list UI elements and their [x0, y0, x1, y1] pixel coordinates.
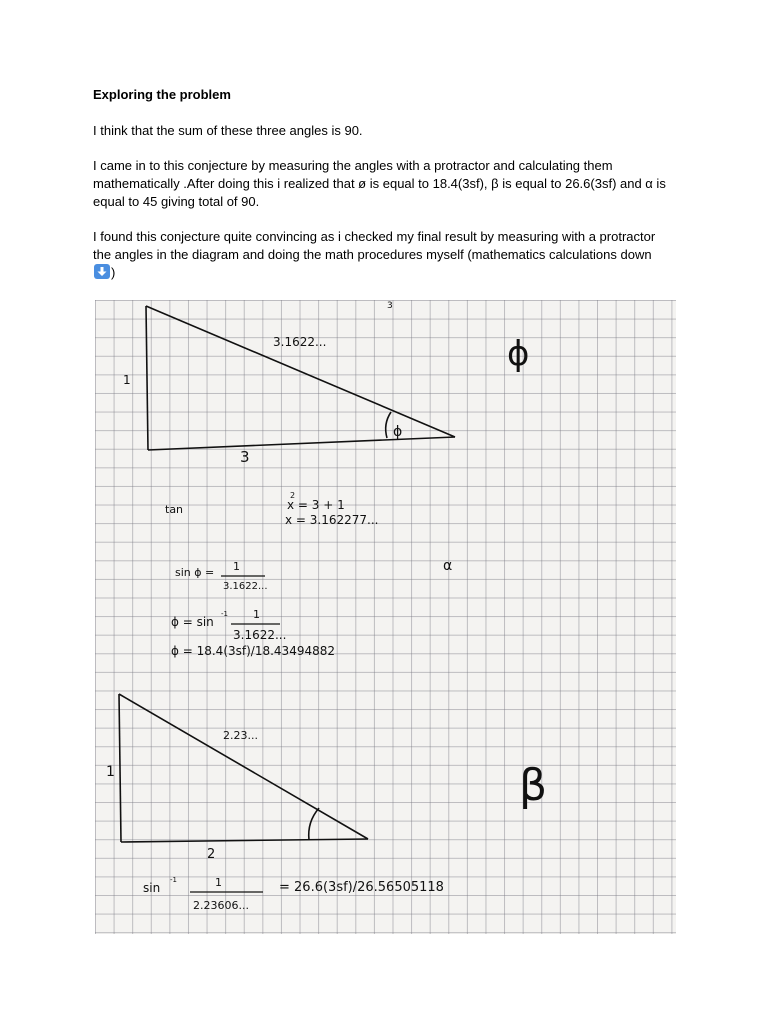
handwritten-work-drawing: [95, 300, 676, 934]
sin-phi-numerator: 1: [233, 560, 240, 573]
tri1-hyp-label: 3.1622...: [273, 335, 327, 349]
top-mark: 3: [387, 301, 393, 311]
down-arrow-emoji-icon: [94, 264, 110, 279]
phi-result: ϕ = 18.4(3sf)/18.43494882: [171, 644, 335, 658]
tri2-base-label: 2: [207, 847, 216, 862]
tri2-side-label: 1: [106, 764, 115, 780]
pyth-line-1: x = 3 + 1: [287, 498, 345, 512]
inverse-sin-numerator: 1: [253, 608, 260, 621]
tri2-hyp-label: 2.23...: [223, 729, 258, 742]
tan-label: tan: [165, 503, 184, 516]
tri1-base-label: 3: [240, 448, 250, 466]
pyth-line-2: x = 3.162277...: [285, 513, 379, 527]
paragraph-verification-close: ): [111, 265, 116, 280]
beta-sin-label: sin: [143, 881, 161, 895]
sin-phi-label: sin ϕ =: [175, 566, 215, 579]
big-phi-symbol: ϕ: [507, 334, 530, 374]
triangle-beta: [119, 694, 368, 842]
alpha-symbol: α: [443, 558, 453, 574]
tri1-angle-label: ϕ: [393, 424, 403, 440]
paragraph-verification-text: I found this conjecture quite convincing as i checked my final result by measuring with a protractor the angles in the diagram and doing the math procedures myself (mathematics calculations down: [93, 229, 656, 262]
big-beta-symbol: β: [519, 760, 548, 811]
tri1-side-label: 1: [123, 373, 131, 387]
sin-phi-denominator: 3.1622...: [223, 581, 268, 592]
inverse-sin-label: ϕ = sin: [171, 615, 214, 629]
paragraph-conjecture: I think that the sum of these three angles is 90.: [93, 123, 363, 138]
beta-denominator: 2.23606...: [193, 899, 249, 912]
handwritten-work-photo: [95, 300, 676, 934]
triangle-phi: [146, 306, 455, 450]
inverse-sin-sup: -1: [221, 610, 228, 618]
beta-numerator: 1: [215, 876, 222, 889]
beta-result: = 26.6(3sf)/26.56505118: [279, 880, 444, 895]
inverse-sin-denominator: 3.1622...: [233, 628, 287, 642]
paragraph-verification: [93, 228, 673, 282]
section-heading: Exploring the problem: [93, 87, 231, 102]
paragraph-method: I came in to this conjecture by measuring the angles with a protractor and calculating them mathematically .After doing this i realized that ø is equal to 18.4(3sf), β is equal to 26.6(3sf) and α is equal to 45 giving total of 90.: [93, 158, 666, 209]
pyth-sq-mark: 2: [290, 491, 296, 500]
beta-sin-sup: -1: [170, 876, 177, 884]
